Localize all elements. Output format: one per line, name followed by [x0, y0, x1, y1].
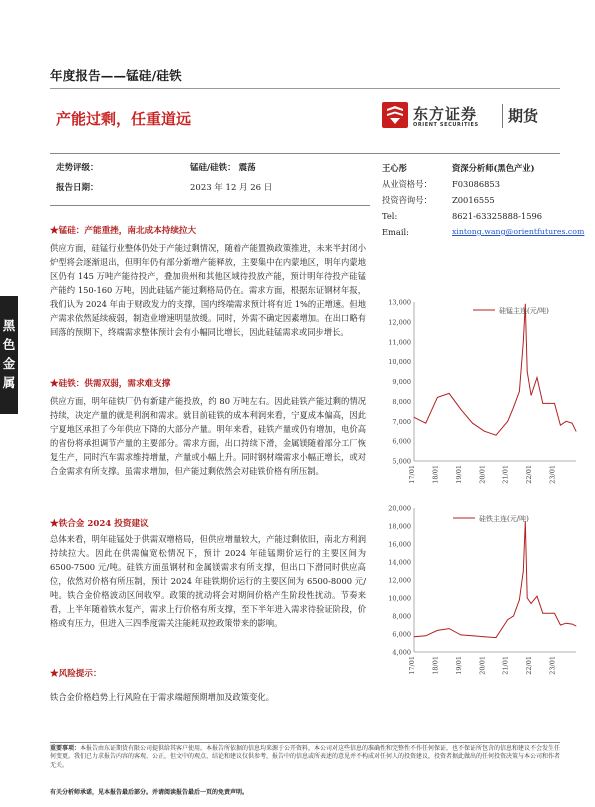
y-tick-label: 8,000: [392, 397, 411, 406]
section-body-investment: 总体来看，明年硅锰处于供需双增格局，但供应增量较大，产能过剩依旧，南北方利润持续拉大。因此在供需偏宽松情况下，预计 2024 年硅锰期价运行的主要区间为 6500-7500 元/吨。硅铁方面虽钢材和金属镁需求有所支撑，但出口下滑同时供应高位，依然对价格有所压制，预计 2024 年硅铁期价运行的主要区间为 6500-8000 元/吨。铁合金价格波动区间收窄。政策的扰动将会对期间价格产生阶段性扰动。节奏来看，上半年随着铁水复产，需求上行价格有所支撑，至下半年进入需求待验证阶段，价格或有压力，但进入三四季度需关注能耗双控政策带来的影响。: [50, 534, 366, 628]
x-tick-label: 21/01: [501, 465, 510, 484]
x-tick-label: 22/01: [525, 465, 534, 484]
price-data-point: [525, 304, 526, 305]
legend-label: 硅锰主连(元/吨): [499, 307, 549, 315]
y-tick-label: 18,000: [388, 522, 411, 531]
price-data-point: [554, 403, 555, 404]
section-body-ferrosilicon: 供应方面，明年硅铁厂仍有新建产能投放，约 80 万吨左右。因此硅铁产能过剩的情况持续，决定产量的就是利润和需求。就目前硅铁的成本利润来看，宁夏成本偏高，因此宁夏地区承担了今年供应下降的大部分产量。明年来看，硅铁产量或仍有增加，电价高的省份将承担调节产量的主要部分。需求方面，出口持续下滑，金属镁随着部分工厂恢复生产，同时汽车需求维持增量，产量或小幅上升。同时钢材端需求小幅正增长，或对合金需求有所支撑。虽需求增加，但产能过剩依然会对硅铁价格有所压制。: [50, 396, 366, 476]
chart-ferrosilicon-svg: [378, 500, 578, 705]
logo-separator: [502, 104, 503, 128]
price-data-point: [566, 623, 567, 624]
y-tick-label: 6,000: [392, 437, 411, 446]
price-data-point: [496, 637, 497, 638]
x-tick-label: 22/01: [525, 656, 534, 675]
trend-rating-value: 锰硅/硅铁： 震荡: [190, 163, 256, 173]
trend-rating-label: 走势评级：: [56, 163, 99, 173]
price-data-point: [437, 397, 438, 398]
price-data-point: [484, 431, 485, 432]
price-data-point: [566, 421, 567, 422]
analyst-email-label: Email:: [382, 227, 409, 237]
y-tick-label: 12,000: [388, 576, 411, 585]
section-heading-investment: ★铁合金 2024 投资建议: [50, 519, 149, 529]
x-tick-label: 21/01: [501, 656, 510, 675]
side-tab-char: 属: [2, 375, 16, 390]
analyst-cert-value: F03086853: [452, 179, 500, 189]
price-data-point: [542, 613, 543, 614]
side-tab-char: 色: [2, 337, 16, 352]
y-tick-label: 9,000: [392, 378, 411, 386]
header-divider: [50, 88, 560, 89]
x-tick-label: 23/01: [548, 465, 557, 484]
x-tick-label: 23/01: [548, 656, 557, 675]
y-tick-label: 4,000: [392, 648, 411, 657]
report-date-label: 报告日期：: [56, 183, 99, 193]
legend-label: 硅铁主连(元/吨): [479, 515, 529, 523]
price-data-point: [560, 625, 561, 626]
analyst-cert-label: 从业资格号：: [382, 179, 432, 189]
sector-side-tab: [0, 296, 18, 414]
chart-silicomanganese-svg: [378, 296, 578, 496]
logo-name: 东方证券: [413, 105, 478, 123]
price-data-point: [576, 431, 577, 432]
footer-disclaimer: 重要事项：本报告由东证期货有限公司提供给其客户使用。本报告所依据的信息均来源于公开资料，本公司对这些信息的准确性和完整性不作任何保证，也不保证所包含的信息和建议不会发生任何变更。我们已力求报告内容的客观、公正，但文中的观点、结论和建议仅供参考，报告中的信息或所表述的意见并不构成对任何人的投资建议，投资者据此做出的任何投资决策与本公司和作者无关。: [50, 745, 561, 769]
price-data-point: [554, 613, 555, 614]
price-data-point: [472, 423, 473, 424]
x-tick-label: 18/01: [431, 656, 440, 675]
y-tick-label: 14,000: [388, 558, 411, 567]
price-data-point: [414, 417, 415, 418]
analyst-name: 王心彤: [382, 163, 407, 173]
price-data-point: [425, 635, 426, 636]
price-data-point: [449, 628, 450, 629]
section-body-risk: 铁合金价格趋势上行风险在于需求端超预期增加及政策变化。: [50, 692, 275, 702]
analyst-consult-label: 投资咨询号：: [382, 195, 432, 205]
price-data-point: [519, 599, 520, 600]
y-tick-label: 11,000: [388, 338, 411, 347]
logo-futures: 期货: [508, 107, 539, 125]
price-data-point: [496, 435, 497, 436]
analyst-tel-label: Tel:: [382, 211, 398, 221]
price-data-point: [527, 598, 528, 599]
section-heading-silicomanganese: ★锰硅：产能重挫，南北成本持续拉大: [50, 226, 197, 236]
price-data-point: [507, 421, 508, 422]
meta-top-divider: [50, 153, 560, 154]
report-type-header: 年度报告——锰硅/硅铁: [50, 68, 182, 83]
price-data-point: [572, 423, 573, 424]
price-data-point: [449, 393, 450, 394]
price-data-point: [560, 425, 561, 426]
analyst-tel-value: 8621-63325888-1596: [452, 211, 543, 221]
price-data-point: [523, 341, 524, 342]
x-tick-label: 17/01: [408, 656, 416, 675]
chart-silicomanganese: [378, 296, 578, 496]
price-data-point: [460, 409, 461, 410]
price-data-point: [507, 619, 508, 620]
price-data-point: [523, 571, 524, 572]
price-data-point: [484, 636, 485, 637]
y-tick-label: 10,000: [388, 594, 411, 603]
x-tick-label: 17/01: [408, 465, 416, 484]
y-tick-label: 16,000: [388, 540, 411, 549]
side-tab-char: 金: [2, 356, 16, 371]
price-data-point: [537, 377, 538, 378]
price-series-line: [414, 304, 576, 435]
y-tick-label: 12,000: [388, 318, 411, 327]
price-data-point: [513, 616, 514, 617]
logo-subtitle: ORIENT SECURITIES: [413, 122, 479, 128]
price-data-point: [414, 636, 415, 637]
y-tick-label: 20,000: [388, 504, 411, 513]
price-data-point: [425, 423, 426, 424]
price-data-point: [527, 371, 528, 372]
price-data-point: [437, 630, 438, 631]
price-data-point: [513, 407, 514, 408]
chart-ferrosilicon: [378, 500, 578, 705]
price-data-point: [537, 596, 538, 597]
x-tick-label: 19/01: [454, 465, 463, 484]
x-tick-label: 19/01: [454, 656, 463, 675]
x-tick-label: 20/01: [478, 465, 487, 484]
price-data-point: [576, 626, 577, 627]
price-data-point: [542, 403, 543, 404]
side-tab-char: 黑: [2, 318, 16, 333]
company-logo: [382, 102, 552, 132]
orient-logo-icon: [382, 102, 408, 128]
price-data-point: [531, 395, 532, 396]
page-title: 产能过剩，任重道远: [56, 110, 192, 128]
analyst-role: 资深分析师(黑色产业): [452, 163, 535, 173]
footer-divider: [50, 742, 560, 743]
x-tick-label: 20/01: [478, 656, 487, 675]
y-tick-label: 13,000: [388, 298, 411, 307]
y-tick-label: 7,000: [392, 417, 411, 426]
price-data-point: [519, 391, 520, 392]
section-heading-ferrosilicon: ★硅铁：供需双弱，需求难支撑: [50, 379, 171, 389]
y-tick-label: 8,000: [392, 612, 411, 621]
section-heading-risk: ★风险提示：: [50, 669, 102, 679]
y-tick-label: 5,000: [392, 457, 411, 466]
analyst-email-link[interactable]: xintong.wang@orientfutures.com: [452, 227, 585, 236]
y-tick-label: 6,000: [392, 630, 411, 639]
analyst-consult-value: Z0016555: [452, 195, 495, 205]
footer-analyst-note: 有关分析师承诺，见本报告最后部分。并请阅读报告最后一页的免责声明。: [50, 789, 249, 796]
price-series-line: [414, 522, 576, 638]
price-data-point: [472, 635, 473, 636]
section-body-silicomanganese: 供应方面，硅锰行业整体仍处于产能过剩情况，随着产能置换政策推进，未来半封闭小炉型将会逐渐退出，但明年仍有部分新增产能释放，主要集中在内蒙地区，明年内蒙地区仍有 145 万吨产能待投产，叠加贵州和其他区域待投放产能，预计明年待投产硅锰产能约 150-160 万吨，因此硅锰产能过剩格局仍在。需求方面，根据东证钢材年报，我们认为 2024 年由于财政发力的支撑，国内终端需求预计将有近 1%的正增速。但地产需求依然延续疲弱，制造业增速明显放缓。同时，外需不确定因素增加。在出口略有回落的预期下，终端需求整体预计会有小幅同比增长，因此硅锰需求或同步增长。: [50, 243, 366, 337]
meta-bottom-divider: [50, 205, 370, 206]
y-tick-label: 10,000: [388, 358, 411, 367]
price-data-point: [460, 635, 461, 636]
price-data-point: [531, 603, 532, 604]
x-tick-label: 18/01: [431, 465, 440, 484]
report-date-value: 2023 年 12 月 26 日: [190, 183, 273, 193]
price-data-point: [572, 624, 573, 625]
